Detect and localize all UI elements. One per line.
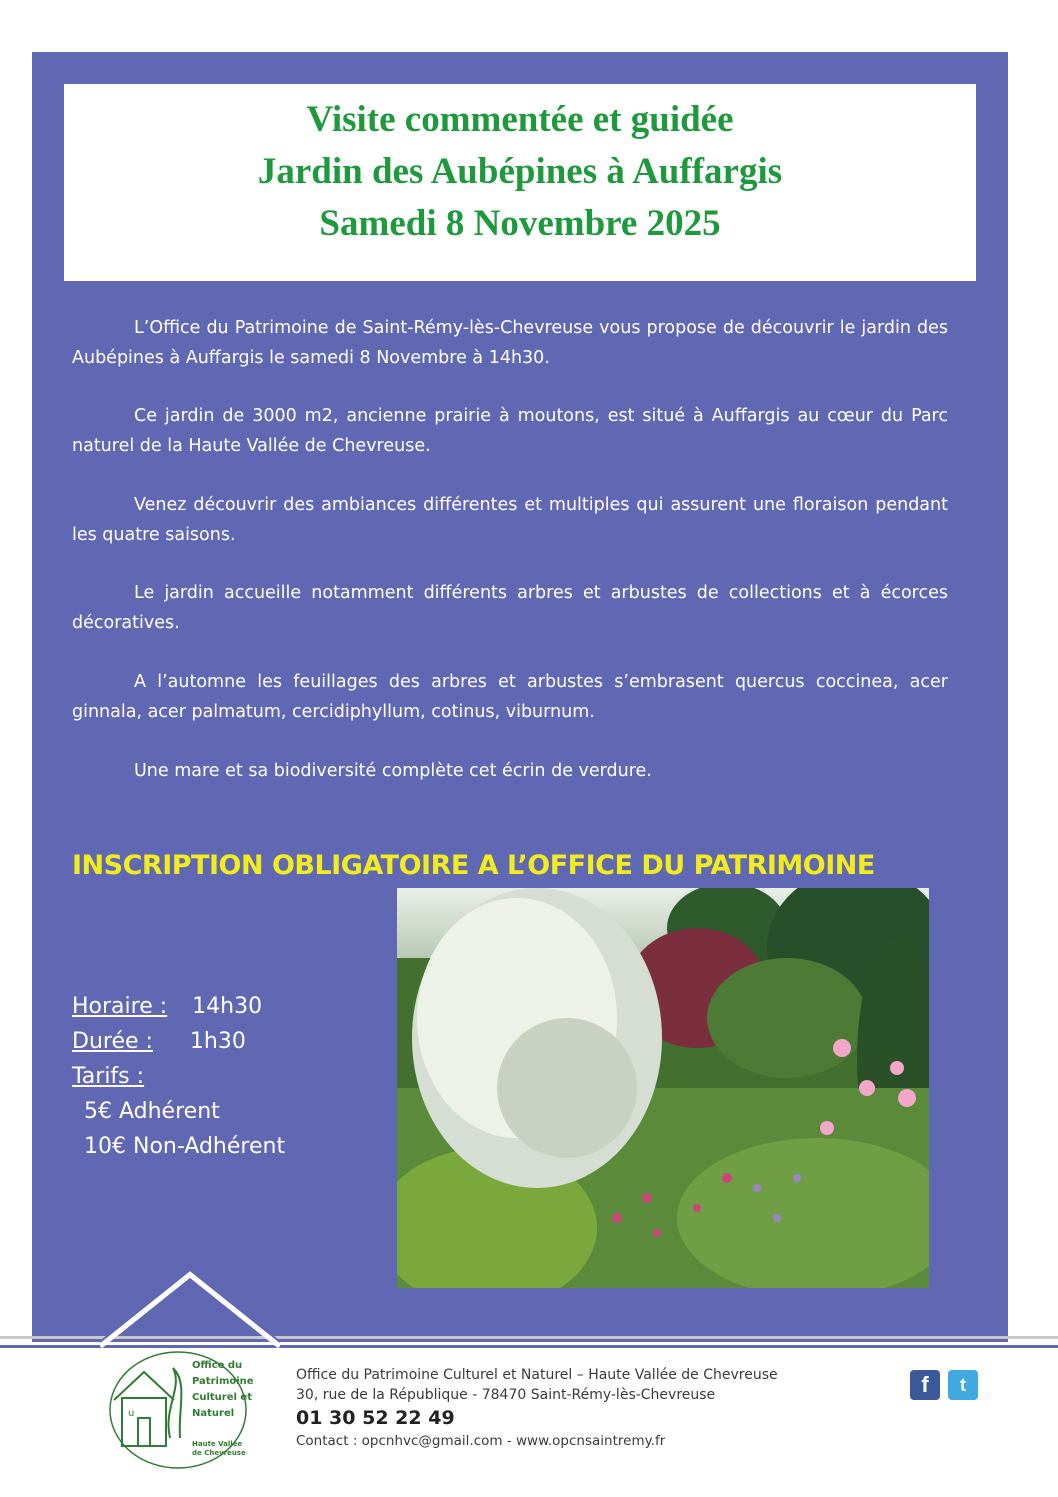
garden-photo — [397, 888, 929, 1288]
org-address: 30, rue de la République - 78470 Saint-Rémy-lès-Chevreuse — [296, 1387, 716, 1403]
logo-text-4: Naturel — [192, 1408, 235, 1419]
duree-value: 1h30 — [189, 1029, 246, 1054]
svg-text:u: u — [128, 1408, 135, 1419]
horaire-value: 14h30 — [192, 994, 263, 1019]
logo-sub-2: de Chevreuse — [192, 1449, 246, 1457]
org-contact[interactable]: Contact : opcnhvc@gmail.com - www.opcnsaintremy.fr — [296, 1433, 666, 1449]
tarifs-label: Tarifs : — [72, 1064, 145, 1089]
logo-sub-1: Haute Vallée — [192, 1440, 243, 1448]
paragraph-3: Venez découvrir des ambiances différentes et multiples qui assurent une floraison pendant les quatre saisons. — [72, 495, 948, 545]
paragraph-4: Le jardin accueille notamment différents arbres et arbustes de collections et à écorces décoratives. — [72, 583, 948, 633]
tarifs-row — [72, 1064, 144, 1089]
title-box — [64, 84, 976, 281]
logo-text-2: Patrimoine — [192, 1376, 254, 1387]
paragraph-5: A l’automne les feuillages des arbres et arbustes s’embrasent quercus coccinea, acer ginnala, acer palmatum, cercidiphyllum, cotinus, viburnum. — [72, 672, 948, 722]
tarif-adherent: 5€ Adhérent — [84, 1099, 220, 1124]
title-line-3: Samedi 8 Novembre 2025 — [319, 203, 721, 244]
facebook-icon[interactable]: f — [910, 1370, 940, 1400]
house-tree-logo-icon — [108, 1348, 258, 1473]
horaire-label: Horaire : — [72, 994, 168, 1019]
twitter-icon[interactable]: t — [948, 1370, 978, 1400]
title-line-1: Visite commentée et guidée — [306, 99, 734, 140]
org-phone: 01 30 52 22 49 — [296, 1407, 455, 1429]
paragraph-6: Une mare et sa biodiversité complète cet écrin de verdure. — [134, 761, 652, 781]
paragraph-2: Ce jardin de 3000 m2, ancienne prairie à moutons, est situé à Auffargis au cœur du Parc naturel de la Haute Vallée de Chevreuse. — [72, 406, 948, 456]
org-name: Office du Patrimoine Culturel et Naturel – Haute Vallée de Chevreuse — [296, 1367, 778, 1383]
horaire-row — [72, 994, 262, 1019]
duree-label: Durée : — [72, 1029, 153, 1054]
logo-text-3: Culturel et — [192, 1392, 252, 1403]
tarif-non-adherent: 10€ Non-Adhérent — [84, 1134, 286, 1159]
logo-text-1: Office du — [192, 1360, 243, 1371]
paragraph-1: L’Office du Patrimoine de Saint-Rémy-lès-Chevreuse vous propose de découvrir le jardin des Aubépines à Auffargis le samedi 8 Novembre à 14h30. — [72, 318, 948, 368]
roof-outline-icon — [100, 1268, 280, 1348]
duree-row — [72, 1029, 246, 1054]
inscription-heading: INSCRIPTION OBLIGATOIRE A L’OFFICE DU PATRIMOINE — [72, 850, 875, 881]
title-line-2: Jardin des Aubépines à Auffargis — [257, 151, 783, 192]
